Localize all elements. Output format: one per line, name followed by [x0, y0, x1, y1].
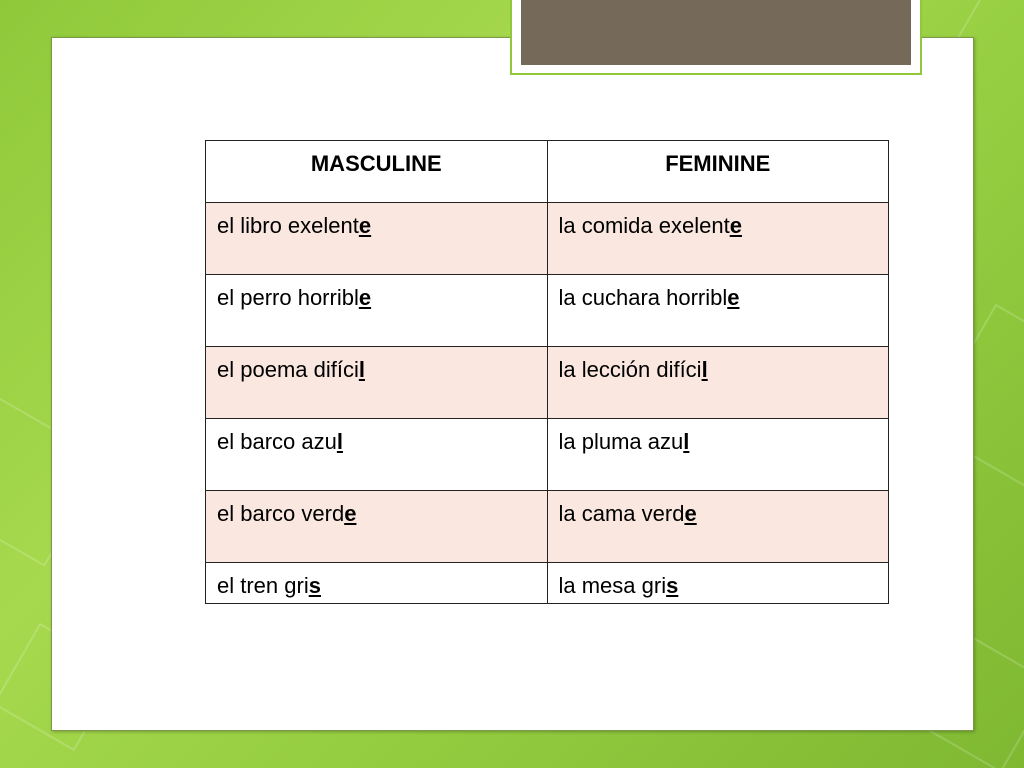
noun-phrase-stem: el tren gri [217, 573, 309, 598]
noun-phrase-stem: la cuchara horribl [558, 285, 728, 310]
masculine-cell [206, 203, 548, 275]
feminine-cell [547, 563, 889, 604]
title-bar [521, 0, 911, 65]
table-row [206, 347, 889, 419]
adjective-ending: l [683, 429, 690, 454]
noun-phrase-stem: el perro horribl [217, 285, 359, 310]
masculine-cell [206, 275, 548, 347]
adjective-ending: l [701, 357, 708, 382]
masculine-cell [206, 563, 548, 604]
noun-phrase-stem: la lección difíci [558, 357, 702, 382]
adjective-ending: l [336, 429, 343, 454]
noun-phrase-stem: el poema difíci [217, 357, 359, 382]
adjective-ending: e [729, 213, 742, 238]
table-row [206, 563, 889, 604]
table-row [206, 275, 889, 347]
feminine-cell [547, 203, 889, 275]
feminine-cell [547, 419, 889, 491]
feminine-cell [547, 275, 889, 347]
noun-phrase-stem: el barco verd [217, 501, 345, 526]
column-header-masculine: MASCULINE [206, 141, 548, 203]
noun-phrase-stem: la pluma azu [558, 429, 684, 454]
gender-agreement-table [205, 140, 889, 604]
table-row [206, 491, 889, 563]
masculine-cell [206, 491, 548, 563]
adjective-ending: e [727, 285, 740, 310]
adjective-ending: e [344, 501, 357, 526]
adjective-ending: e [358, 213, 372, 238]
feminine-cell [547, 347, 889, 419]
slide-content-panel [51, 37, 974, 731]
table-row [206, 419, 889, 491]
noun-phrase-stem: la comida exelent [558, 213, 730, 238]
table-header-row [206, 141, 889, 203]
masculine-cell [206, 347, 548, 419]
column-header-feminine: FEMININE [547, 141, 889, 203]
adjective-ending: e [684, 501, 697, 526]
noun-phrase-stem: la cama verd [558, 501, 685, 526]
masculine-cell [206, 419, 548, 491]
adjective-ending: l [358, 357, 365, 382]
title-placeholder-frame [510, 0, 922, 75]
adjective-ending: e [358, 285, 372, 310]
table-row [206, 203, 889, 275]
noun-phrase-stem: el barco azu [217, 429, 337, 454]
adjective-ending: s [308, 573, 321, 598]
noun-phrase-stem: el libro exelent [217, 213, 359, 238]
adjective-ending: s [666, 573, 679, 598]
noun-phrase-stem: la mesa gri [558, 573, 667, 598]
feminine-cell [547, 491, 889, 563]
